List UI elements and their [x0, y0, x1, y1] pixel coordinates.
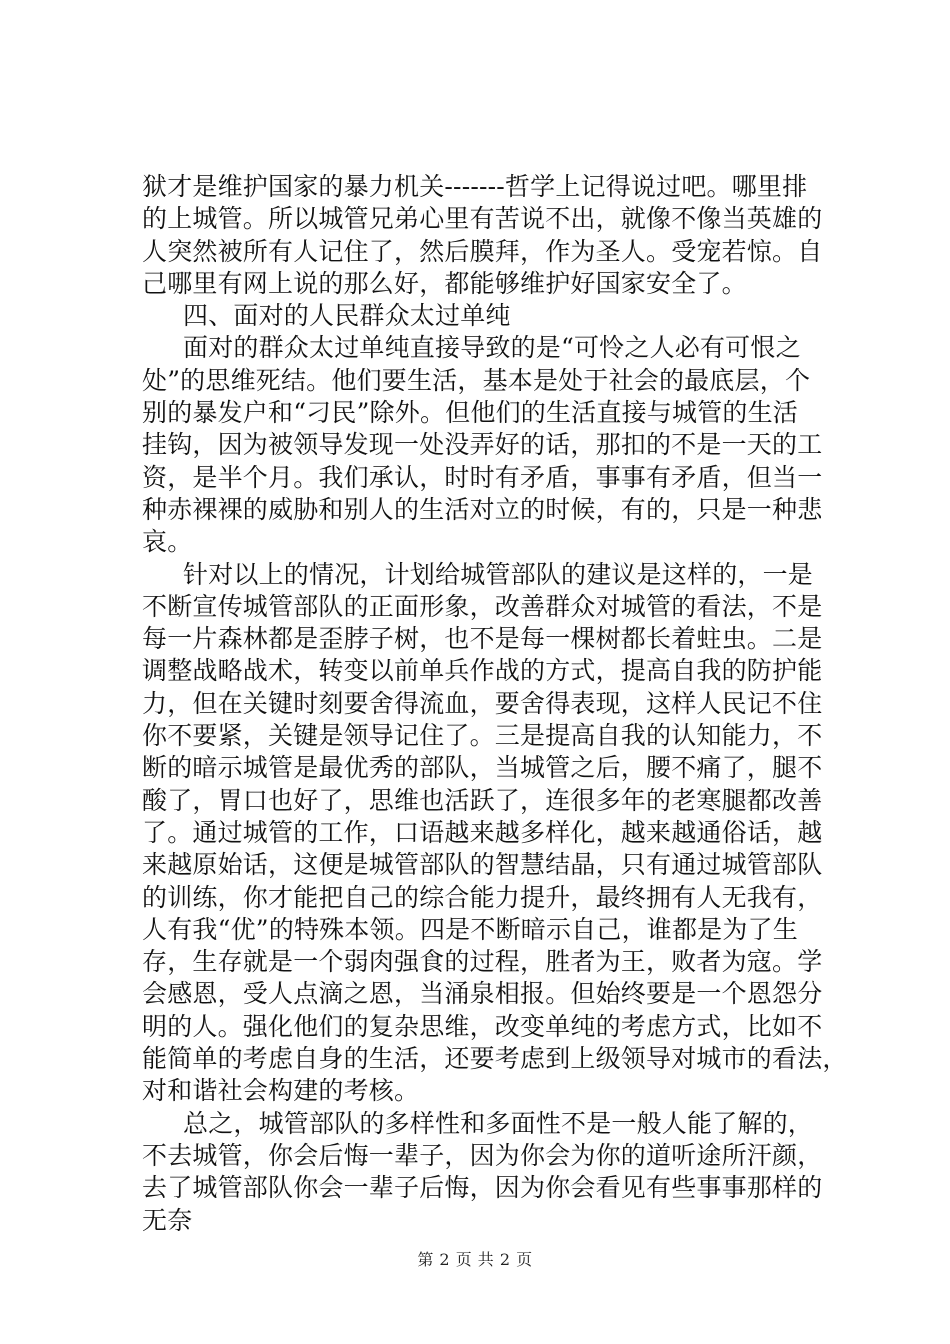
text-line: 针对以上的情况，计划给城管部队的建议是这样的，一是 — [183, 559, 814, 589]
text-line: 人突然被所有人记住了，然后膜拜，作为圣人。受宠若惊。自 — [142, 236, 823, 266]
text-line: 资，是半个月。我们承认，时时有矛盾，事事有矛盾，但当一 — [142, 462, 823, 492]
text-line: 会感恩，受人点滴之恩，当涌泉相报。但始终要是一个恩怨分 — [142, 979, 823, 1009]
text-line: 的上城管。所以城管兄弟心里有苦说不出，就像不像当英雄的 — [142, 204, 823, 234]
text-line: 狱才是维护国家的暴力机关-------哲学上记得说过吧。哪里排 — [142, 172, 808, 201]
text-line: 每一片森林都是歪脖子树，也不是每一棵树都长着蛀虫。二是 — [142, 624, 823, 654]
text-line: 能简单的考虑自身的生活，还要考虑到上级领导对城市的看法， — [142, 1044, 848, 1074]
text-line: 存，生存就是一个弱肉强食的过程，胜者为王，败者为寇。学 — [142, 947, 823, 977]
text-line: 总之，城管部队的多样性和多面性不是一般人能了解的， — [183, 1108, 814, 1138]
page-footer: 第 2 页 共 2 页 — [417, 1250, 533, 1269]
text-line: 无奈 — [142, 1205, 193, 1235]
text-line: 哀。 — [142, 527, 193, 557]
text-line: 对和谐社会构建的考核。 — [142, 1076, 420, 1106]
text-line: 去了城管部队你会一辈子后悔，因为你会看见有些事事那样的 — [142, 1173, 823, 1203]
text-line: 四、面对的人民群众太过单纯 — [183, 301, 511, 331]
text-line: 不去城管，你会后悔一辈子，因为你会为你的道听途所汗颜， — [142, 1140, 823, 1170]
text-line: 挂钩，因为被领导发现一处没弄好的话，那扣的不是一天的工 — [142, 430, 823, 460]
text-line: 别的暴发户和“刁民”除外。但他们的生活直接与城管的生活 — [142, 398, 798, 428]
text-line: 己哪里有网上说的那么好，都能够维护好国家安全了。 — [142, 268, 747, 298]
text-line: 人有我“优”的特殊本领。四是不断暗示自己，谁都是为了生 — [142, 914, 798, 944]
text-line: 了。通过城管的工作，口语越来越多样化，越来越通俗话，越 — [142, 817, 823, 847]
text-line: 酸了，胃口也好了，思维也活跃了，连很多年的老寒腿都改善 — [142, 785, 823, 815]
text-line: 的训练，你才能把自己的综合能力提升，最终拥有人无我有， — [142, 882, 823, 912]
text-line: 不断宣传城管部队的正面形象，改善群众对城管的看法，不是 — [142, 591, 823, 621]
text-line: 来越原始话，这便是城管部队的智慧结晶，只有通过城管部队 — [142, 850, 823, 880]
text-line: 种赤裸裸的威胁和别人的生活对立的时候，有的，只是一种悲 — [142, 494, 823, 524]
text-line: 断的暗示城管是最优秀的部队，当城管之后，腰不痛了，腿不 — [142, 753, 823, 783]
text-line: 你不要紧，关键是领导记住了。三是提高自我的认知能力，不 — [142, 721, 823, 751]
text-line: 力，但在关键时刻要舍得流血，要舍得表现，这样人民记不住 — [142, 688, 823, 718]
text-line: 调整战略战术，转变以前单兵作战的方式，提高自我的防护能 — [142, 656, 823, 686]
document-body — [142, 171, 848, 1237]
text-line: 面对的群众太过单纯直接导致的是“可怜之人必有可恨之 — [183, 333, 801, 363]
text-line: 明的人。强化他们的复杂思维，改变单纯的考虑方式，比如不 — [142, 1011, 823, 1041]
text-line: 处”的思维死结。他们要生活，基本是处于社会的最底层，个 — [142, 365, 811, 395]
